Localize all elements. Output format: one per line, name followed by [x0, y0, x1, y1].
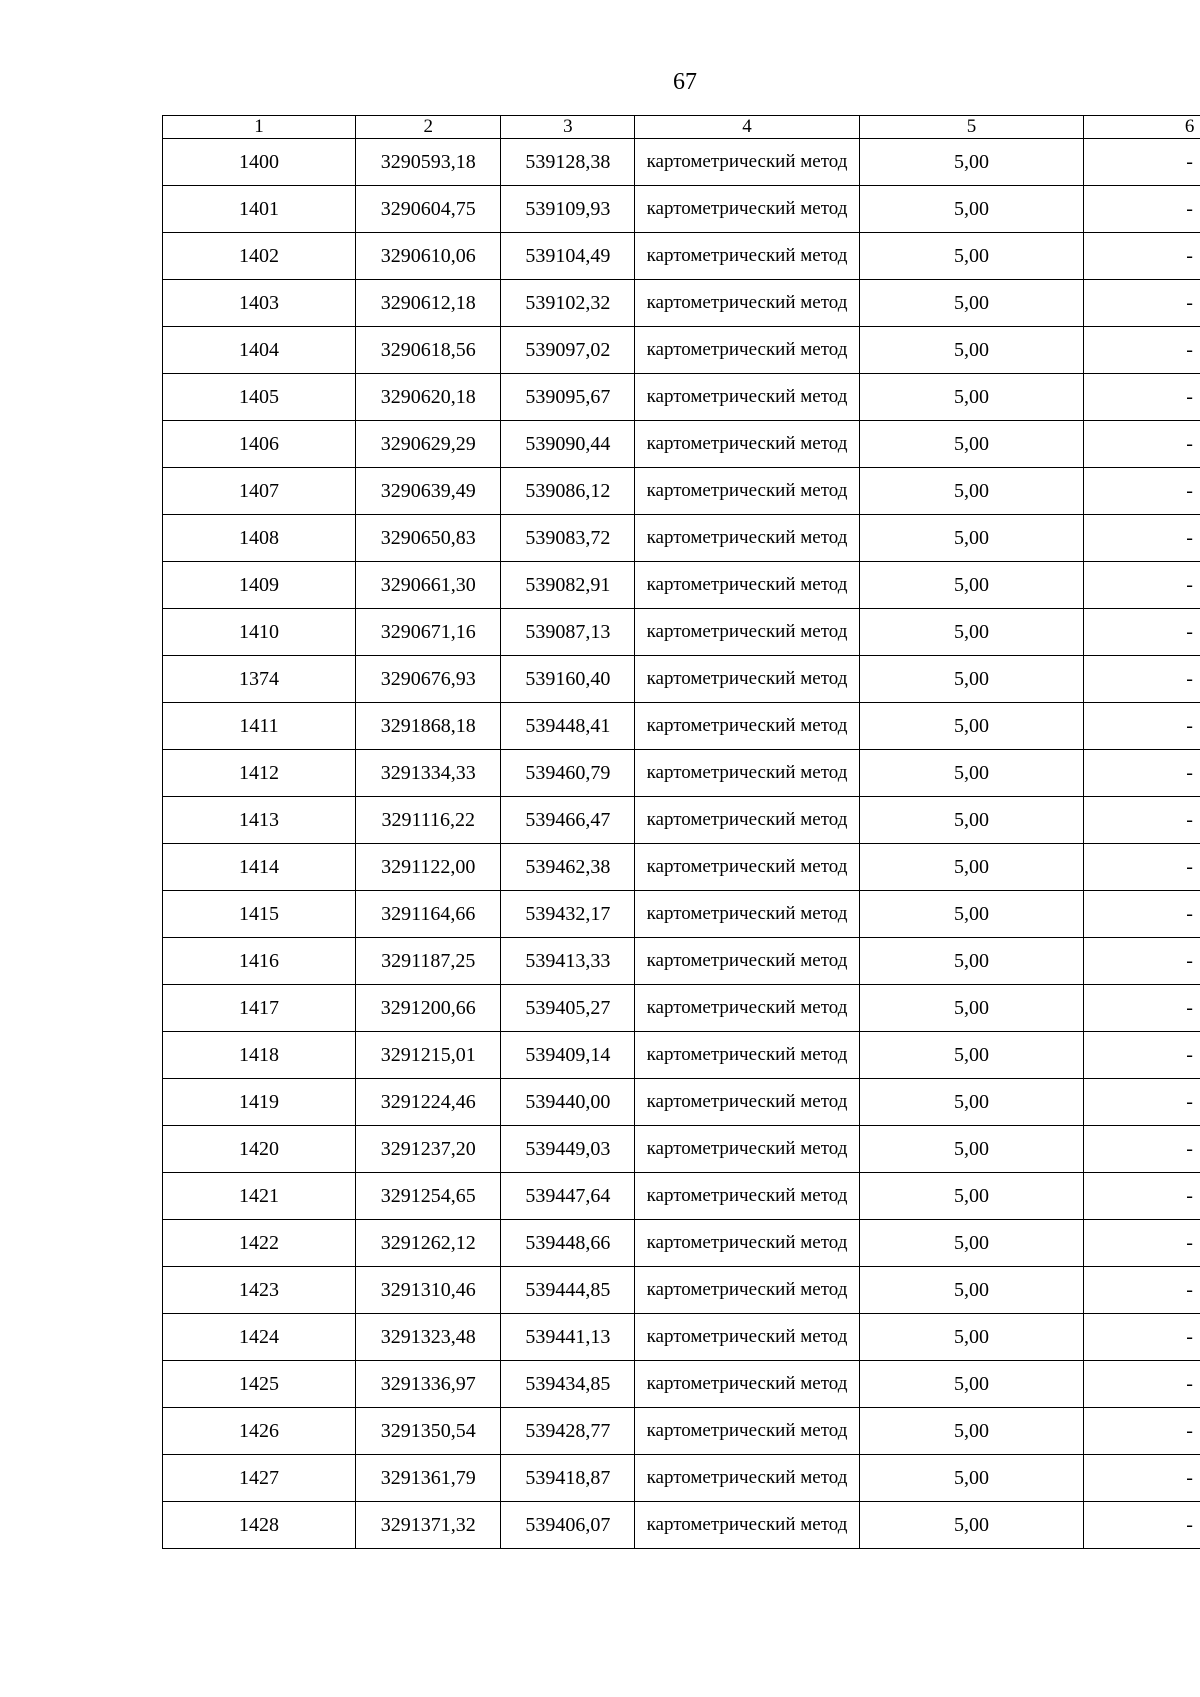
- table-row: [163, 844, 1200, 891]
- note-cell: -: [1084, 1455, 1200, 1502]
- note-cell: -: [1084, 985, 1200, 1032]
- column-header: 3: [501, 116, 635, 139]
- accuracy-cell: 5,00: [859, 327, 1084, 374]
- note-cell: -: [1084, 703, 1200, 750]
- accuracy-cell: 5,00: [859, 797, 1084, 844]
- y-coordinate-cell: 539441,13: [501, 1314, 635, 1361]
- y-coordinate-cell: 539460,79: [501, 750, 635, 797]
- method-cell: картометрический метод: [635, 844, 860, 891]
- accuracy-cell: 5,00: [859, 186, 1084, 233]
- table-row: [163, 797, 1200, 844]
- table-row: [163, 703, 1200, 750]
- column-header: 1: [163, 116, 356, 139]
- y-coordinate-cell: 539466,47: [501, 797, 635, 844]
- point-number-cell: 1410: [163, 609, 356, 656]
- method-cell: картометрический метод: [635, 938, 860, 985]
- column-header: 4: [635, 116, 860, 139]
- point-number-cell: 1428: [163, 1502, 356, 1549]
- x-coordinate-cell: 3290676,93: [356, 656, 501, 703]
- note-cell: -: [1084, 515, 1200, 562]
- accuracy-cell: 5,00: [859, 139, 1084, 186]
- point-number-cell: 1421: [163, 1173, 356, 1220]
- point-number-cell: 1427: [163, 1455, 356, 1502]
- table-row: [163, 1267, 1200, 1314]
- accuracy-cell: 5,00: [859, 1032, 1084, 1079]
- note-cell: -: [1084, 1173, 1200, 1220]
- accuracy-cell: 5,00: [859, 1173, 1084, 1220]
- note-cell: -: [1084, 938, 1200, 985]
- note-cell: -: [1084, 1220, 1200, 1267]
- note-cell: -: [1084, 1032, 1200, 1079]
- method-cell: картометрический метод: [635, 703, 860, 750]
- accuracy-cell: 5,00: [859, 656, 1084, 703]
- note-cell: -: [1084, 562, 1200, 609]
- y-coordinate-cell: 539160,40: [501, 656, 635, 703]
- y-coordinate-cell: 539086,12: [501, 468, 635, 515]
- point-number-cell: 1412: [163, 750, 356, 797]
- accuracy-cell: 5,00: [859, 421, 1084, 468]
- point-number-cell: 1422: [163, 1220, 356, 1267]
- note-cell: -: [1084, 1361, 1200, 1408]
- x-coordinate-cell: 3291224,46: [356, 1079, 501, 1126]
- table-row: [163, 1502, 1200, 1549]
- x-coordinate-cell: 3291237,20: [356, 1126, 501, 1173]
- x-coordinate-cell: 3290610,06: [356, 233, 501, 280]
- table-row: [163, 233, 1200, 280]
- accuracy-cell: 5,00: [859, 1220, 1084, 1267]
- y-coordinate-cell: 539444,85: [501, 1267, 635, 1314]
- point-number-cell: 1413: [163, 797, 356, 844]
- page-number: 67: [673, 69, 697, 95]
- accuracy-cell: 5,00: [859, 1361, 1084, 1408]
- y-coordinate-cell: 539109,93: [501, 186, 635, 233]
- x-coordinate-cell: 3290671,16: [356, 609, 501, 656]
- note-cell: -: [1084, 750, 1200, 797]
- point-number-cell: 1404: [163, 327, 356, 374]
- point-number-cell: 1405: [163, 374, 356, 421]
- table-row: [163, 985, 1200, 1032]
- method-cell: картометрический метод: [635, 1267, 860, 1314]
- x-coordinate-cell: 3291334,33: [356, 750, 501, 797]
- point-number-cell: 1423: [163, 1267, 356, 1314]
- method-cell: картометрический метод: [635, 1220, 860, 1267]
- accuracy-cell: 5,00: [859, 1267, 1084, 1314]
- note-cell: -: [1084, 609, 1200, 656]
- table-row: [163, 374, 1200, 421]
- point-number-cell: 1414: [163, 844, 356, 891]
- accuracy-cell: 5,00: [859, 844, 1084, 891]
- note-cell: -: [1084, 1502, 1200, 1549]
- table-row: [163, 1173, 1200, 1220]
- method-cell: картометрический метод: [635, 1361, 860, 1408]
- table-row: [163, 468, 1200, 515]
- x-coordinate-cell: 3290604,75: [356, 186, 501, 233]
- method-cell: картометрический метод: [635, 1455, 860, 1502]
- y-coordinate-cell: 539104,49: [501, 233, 635, 280]
- point-number-cell: 1403: [163, 280, 356, 327]
- y-coordinate-cell: 539418,87: [501, 1455, 635, 1502]
- note-cell: -: [1084, 1267, 1200, 1314]
- x-coordinate-cell: 3290639,49: [356, 468, 501, 515]
- coordinates-table: [162, 115, 1200, 1549]
- point-number-cell: 1415: [163, 891, 356, 938]
- x-coordinate-cell: 3290629,29: [356, 421, 501, 468]
- y-coordinate-cell: 539102,32: [501, 280, 635, 327]
- accuracy-cell: 5,00: [859, 468, 1084, 515]
- y-coordinate-cell: 539462,38: [501, 844, 635, 891]
- y-coordinate-cell: 539440,00: [501, 1079, 635, 1126]
- table-row: [163, 421, 1200, 468]
- header-row: [163, 116, 1200, 139]
- method-cell: картометрический метод: [635, 374, 860, 421]
- x-coordinate-cell: 3291262,12: [356, 1220, 501, 1267]
- x-coordinate-cell: 3291868,18: [356, 703, 501, 750]
- accuracy-cell: 5,00: [859, 1079, 1084, 1126]
- table-row: [163, 1408, 1200, 1455]
- method-cell: картометрический метод: [635, 609, 860, 656]
- x-coordinate-cell: 3290661,30: [356, 562, 501, 609]
- point-number-cell: 1374: [163, 656, 356, 703]
- point-number-cell: 1400: [163, 139, 356, 186]
- accuracy-cell: 5,00: [859, 891, 1084, 938]
- x-coordinate-cell: 3291187,25: [356, 938, 501, 985]
- note-cell: -: [1084, 233, 1200, 280]
- point-number-cell: 1409: [163, 562, 356, 609]
- y-coordinate-cell: 539082,91: [501, 562, 635, 609]
- point-number-cell: 1424: [163, 1314, 356, 1361]
- y-coordinate-cell: 539447,64: [501, 1173, 635, 1220]
- note-cell: -: [1084, 797, 1200, 844]
- method-cell: картометрический метод: [635, 656, 860, 703]
- point-number-cell: 1420: [163, 1126, 356, 1173]
- column-header: 5: [859, 116, 1084, 139]
- x-coordinate-cell: 3291350,54: [356, 1408, 501, 1455]
- table-row: [163, 280, 1200, 327]
- column-header: 6: [1084, 116, 1200, 139]
- note-cell: -: [1084, 280, 1200, 327]
- note-cell: -: [1084, 468, 1200, 515]
- x-coordinate-cell: 3291336,97: [356, 1361, 501, 1408]
- accuracy-cell: 5,00: [859, 562, 1084, 609]
- point-number-cell: 1411: [163, 703, 356, 750]
- x-coordinate-cell: 3291310,46: [356, 1267, 501, 1314]
- method-cell: картометрический метод: [635, 421, 860, 468]
- method-cell: картометрический метод: [635, 750, 860, 797]
- method-cell: картометрический метод: [635, 280, 860, 327]
- accuracy-cell: 5,00: [859, 374, 1084, 421]
- y-coordinate-cell: 539128,38: [501, 139, 635, 186]
- x-coordinate-cell: 3291200,66: [356, 985, 501, 1032]
- x-coordinate-cell: 3290650,83: [356, 515, 501, 562]
- table-row: [163, 609, 1200, 656]
- table-row: [163, 1079, 1200, 1126]
- y-coordinate-cell: 539083,72: [501, 515, 635, 562]
- point-number-cell: 1418: [163, 1032, 356, 1079]
- y-coordinate-cell: 539405,27: [501, 985, 635, 1032]
- x-coordinate-cell: 3291122,00: [356, 844, 501, 891]
- x-coordinate-cell: 3290612,18: [356, 280, 501, 327]
- table-row: [163, 186, 1200, 233]
- note-cell: -: [1084, 186, 1200, 233]
- note-cell: -: [1084, 844, 1200, 891]
- accuracy-cell: 5,00: [859, 1314, 1084, 1361]
- table-row: [163, 1361, 1200, 1408]
- method-cell: картометрический метод: [635, 562, 860, 609]
- x-coordinate-cell: 3290620,18: [356, 374, 501, 421]
- y-coordinate-cell: 539413,33: [501, 938, 635, 985]
- x-coordinate-cell: 3291371,32: [356, 1502, 501, 1549]
- table-row: [163, 1032, 1200, 1079]
- accuracy-cell: 5,00: [859, 515, 1084, 562]
- method-cell: картометрический метод: [635, 1314, 860, 1361]
- table-row: [163, 891, 1200, 938]
- table-row: [163, 515, 1200, 562]
- accuracy-cell: 5,00: [859, 750, 1084, 797]
- table-row: [163, 938, 1200, 985]
- x-coordinate-cell: 3291361,79: [356, 1455, 501, 1502]
- point-number-cell: 1426: [163, 1408, 356, 1455]
- y-coordinate-cell: 539095,67: [501, 374, 635, 421]
- column-header: 2: [356, 116, 501, 139]
- method-cell: картометрический метод: [635, 1079, 860, 1126]
- accuracy-cell: 5,00: [859, 1502, 1084, 1549]
- point-number-cell: 1407: [163, 468, 356, 515]
- table-row: [163, 139, 1200, 186]
- point-number-cell: 1408: [163, 515, 356, 562]
- x-coordinate-cell: 3291164,66: [356, 891, 501, 938]
- method-cell: картометрический метод: [635, 515, 860, 562]
- x-coordinate-cell: 3291215,01: [356, 1032, 501, 1079]
- accuracy-cell: 5,00: [859, 703, 1084, 750]
- x-coordinate-cell: 3290593,18: [356, 139, 501, 186]
- accuracy-cell: 5,00: [859, 609, 1084, 656]
- method-cell: картометрический метод: [635, 1126, 860, 1173]
- method-cell: картометрический метод: [635, 1502, 860, 1549]
- table-row: [163, 327, 1200, 374]
- note-cell: -: [1084, 656, 1200, 703]
- y-coordinate-cell: 539428,77: [501, 1408, 635, 1455]
- table-row: [163, 1126, 1200, 1173]
- method-cell: картометрический метод: [635, 1032, 860, 1079]
- accuracy-cell: 5,00: [859, 1455, 1084, 1502]
- method-cell: картометрический метод: [635, 468, 860, 515]
- point-number-cell: 1406: [163, 421, 356, 468]
- point-number-cell: 1417: [163, 985, 356, 1032]
- point-number-cell: 1401: [163, 186, 356, 233]
- y-coordinate-cell: 539449,03: [501, 1126, 635, 1173]
- table-row: [163, 1455, 1200, 1502]
- note-cell: -: [1084, 1079, 1200, 1126]
- accuracy-cell: 5,00: [859, 1408, 1084, 1455]
- table-row: [163, 656, 1200, 703]
- x-coordinate-cell: 3290618,56: [356, 327, 501, 374]
- y-coordinate-cell: 539406,07: [501, 1502, 635, 1549]
- table-header: [163, 116, 1200, 139]
- table-row: [163, 562, 1200, 609]
- y-coordinate-cell: 539448,41: [501, 703, 635, 750]
- method-cell: картометрический метод: [635, 891, 860, 938]
- table-body: [163, 139, 1200, 1549]
- method-cell: картометрический метод: [635, 1173, 860, 1220]
- y-coordinate-cell: 539087,13: [501, 609, 635, 656]
- accuracy-cell: 5,00: [859, 280, 1084, 327]
- y-coordinate-cell: 539434,85: [501, 1361, 635, 1408]
- table-row: [163, 1220, 1200, 1267]
- method-cell: картометрический метод: [635, 139, 860, 186]
- point-number-cell: 1416: [163, 938, 356, 985]
- y-coordinate-cell: 539432,17: [501, 891, 635, 938]
- y-coordinate-cell: 539448,66: [501, 1220, 635, 1267]
- x-coordinate-cell: 3291323,48: [356, 1314, 501, 1361]
- point-number-cell: 1419: [163, 1079, 356, 1126]
- accuracy-cell: 5,00: [859, 1126, 1084, 1173]
- note-cell: -: [1084, 327, 1200, 374]
- y-coordinate-cell: 539097,02: [501, 327, 635, 374]
- note-cell: -: [1084, 1126, 1200, 1173]
- note-cell: -: [1084, 139, 1200, 186]
- accuracy-cell: 5,00: [859, 938, 1084, 985]
- method-cell: картометрический метод: [635, 797, 860, 844]
- note-cell: -: [1084, 1408, 1200, 1455]
- x-coordinate-cell: 3291254,65: [356, 1173, 501, 1220]
- y-coordinate-cell: 539090,44: [501, 421, 635, 468]
- note-cell: -: [1084, 421, 1200, 468]
- method-cell: картометрический метод: [635, 1408, 860, 1455]
- point-number-cell: 1402: [163, 233, 356, 280]
- method-cell: картометрический метод: [635, 327, 860, 374]
- method-cell: картометрический метод: [635, 186, 860, 233]
- point-number-cell: 1425: [163, 1361, 356, 1408]
- note-cell: -: [1084, 891, 1200, 938]
- y-coordinate-cell: 539409,14: [501, 1032, 635, 1079]
- note-cell: -: [1084, 374, 1200, 421]
- x-coordinate-cell: 3291116,22: [356, 797, 501, 844]
- table-row: [163, 1314, 1200, 1361]
- accuracy-cell: 5,00: [859, 985, 1084, 1032]
- note-cell: -: [1084, 1314, 1200, 1361]
- table-row: [163, 750, 1200, 797]
- accuracy-cell: 5,00: [859, 233, 1084, 280]
- method-cell: картометрический метод: [635, 233, 860, 280]
- method-cell: картометрический метод: [635, 985, 860, 1032]
